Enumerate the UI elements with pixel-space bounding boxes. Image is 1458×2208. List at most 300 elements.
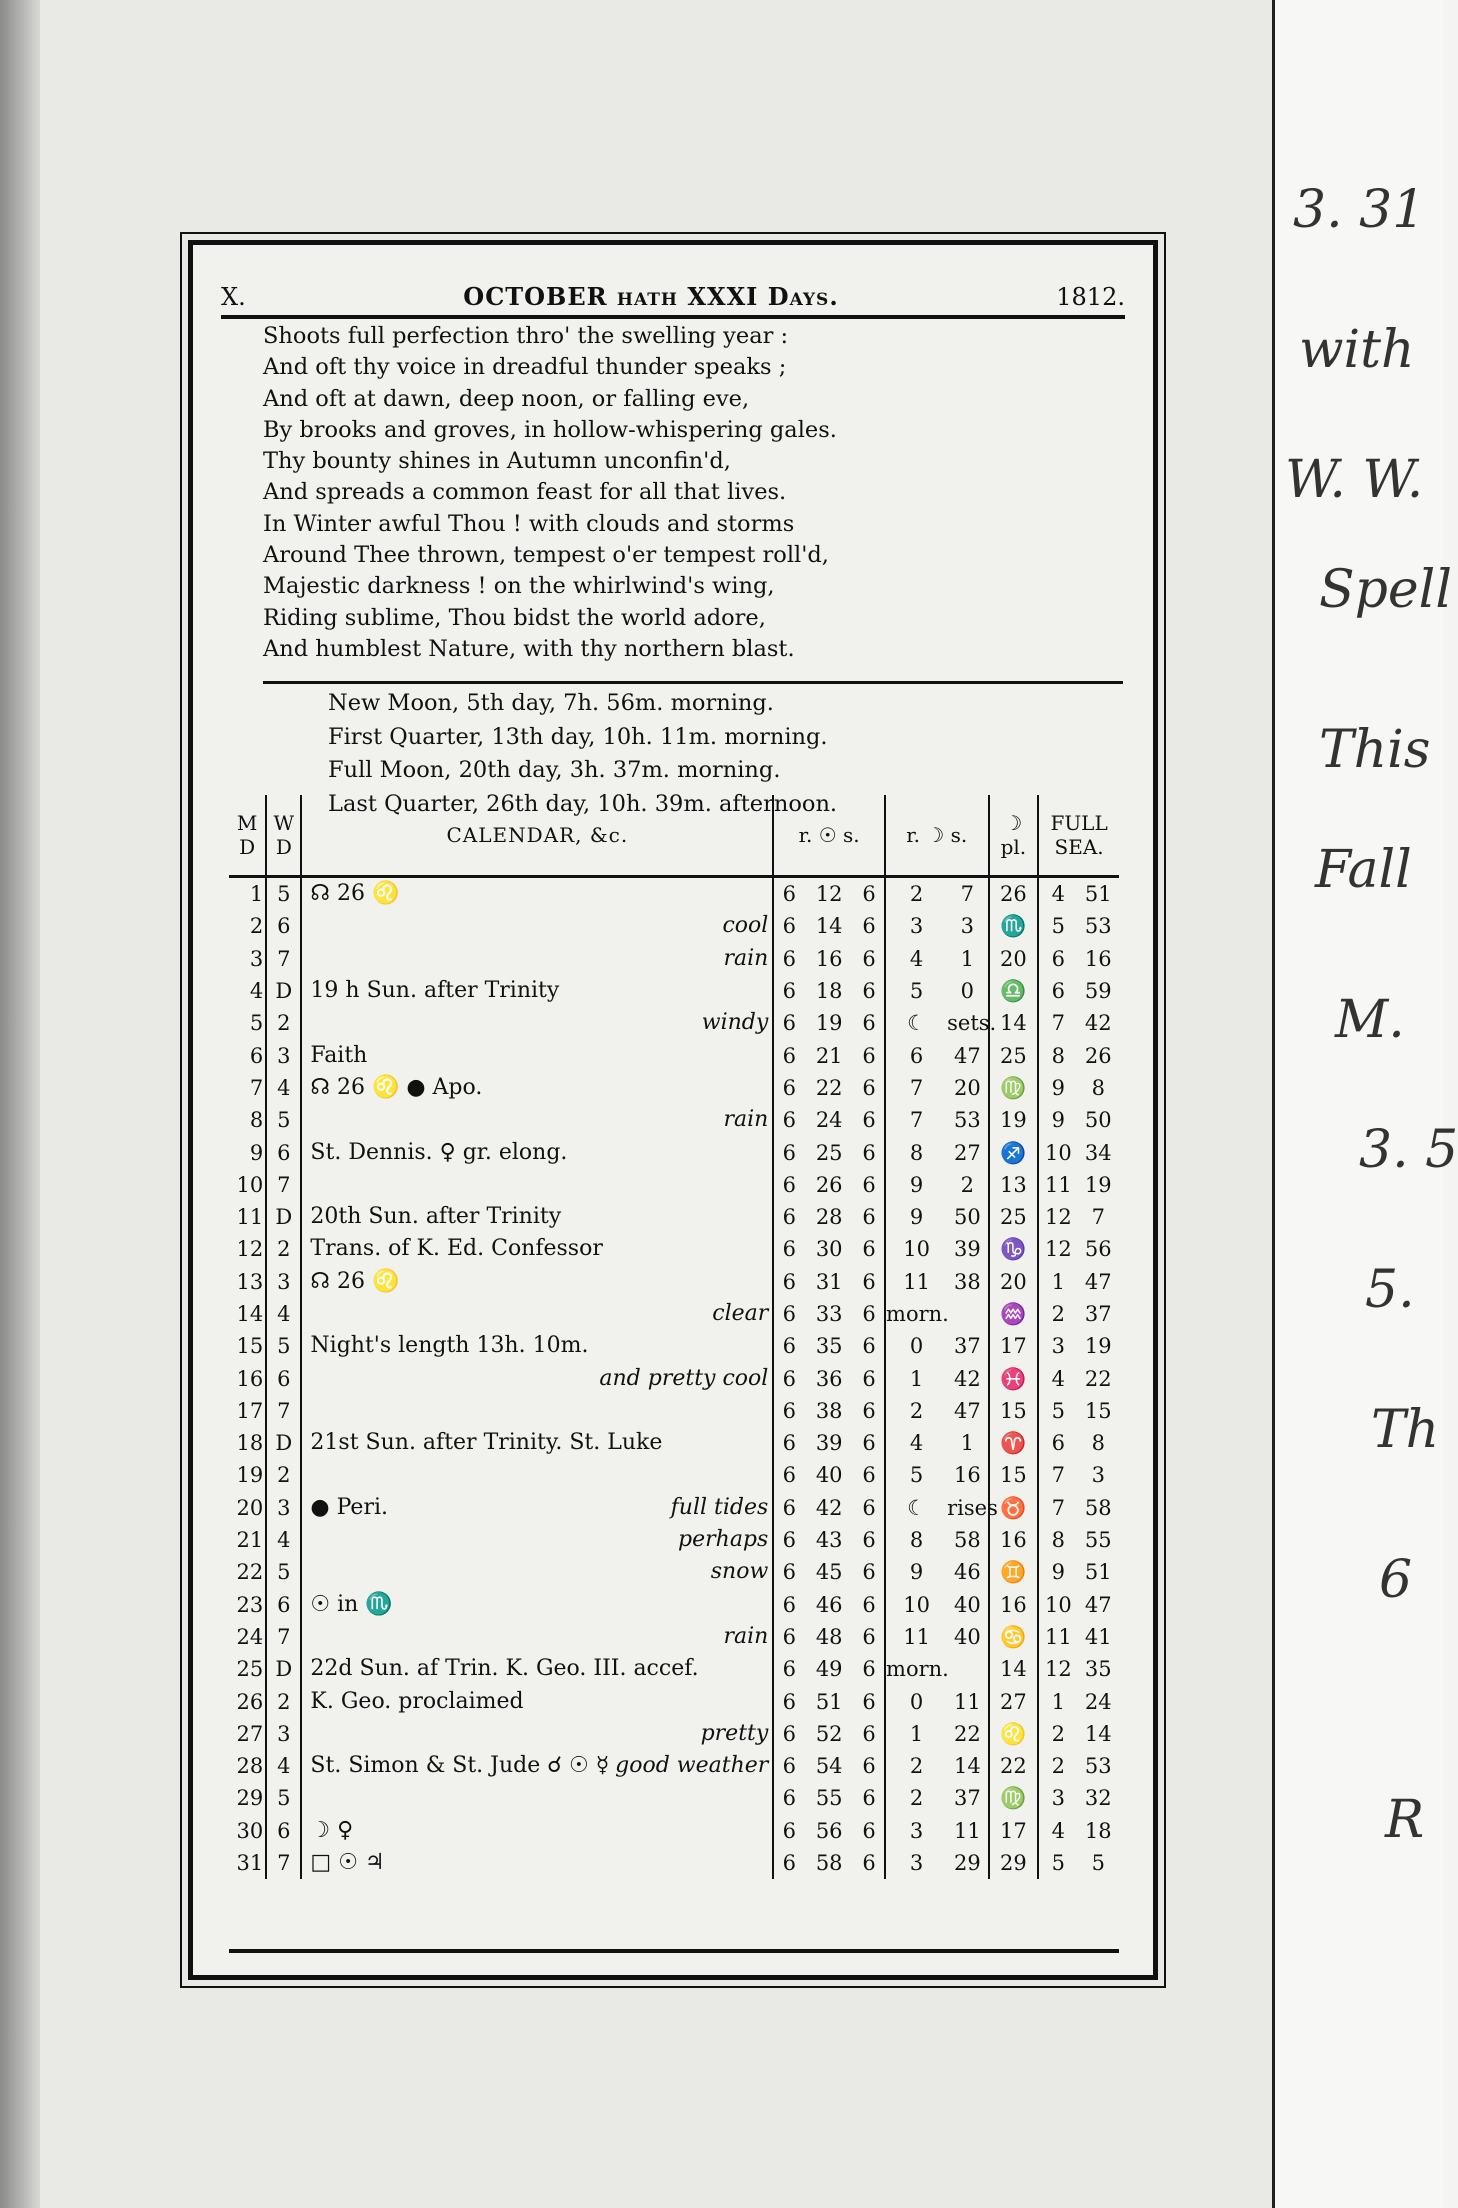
- full-sea-hour: 8: [1051, 1043, 1066, 1068]
- poem-line: And humblest Nature, with thy northern blast.: [263, 635, 795, 662]
- sun-minutes: 16: [815, 946, 843, 971]
- calendar-entry: [301, 1233, 773, 1265]
- day-of-month: 31: [229, 1847, 266, 1879]
- month-title: OCTOBER hath XXXI Days.: [463, 282, 839, 311]
- full-sea-minutes: 41: [1084, 1624, 1112, 1649]
- weather-note: perhaps: [678, 1527, 769, 1553]
- moon-place: 13: [989, 1169, 1039, 1201]
- sun-minutes: 48: [815, 1624, 843, 1649]
- weather-note: snow: [710, 1559, 769, 1585]
- full-sea-minutes: 24: [1084, 1689, 1112, 1714]
- full-sea-minutes: 22: [1084, 1366, 1112, 1391]
- sunset-hour: 6: [854, 1072, 885, 1104]
- calendar-event: □ ☉ ♃: [310, 1850, 385, 1876]
- moon-set: 40: [947, 1589, 988, 1621]
- full-sea-minutes: 32: [1084, 1786, 1112, 1811]
- day-of-week: 3: [266, 1039, 301, 1071]
- full-sea-minutes: 55: [1084, 1528, 1112, 1553]
- full-sea-hour: 6: [1051, 979, 1066, 1004]
- sunrise-hour: 6: [773, 1007, 804, 1039]
- day-of-week: 3: [266, 1266, 301, 1298]
- weather-note: [768, 1330, 772, 1362]
- margin-note: 6: [1379, 1550, 1413, 1610]
- sunset-hour: 6: [854, 1136, 885, 1168]
- sunset-hour: 6: [854, 1039, 885, 1071]
- sunset-hour: 6: [854, 1201, 885, 1233]
- day-of-month: 7: [229, 1072, 266, 1104]
- day-of-month: 25: [229, 1653, 266, 1685]
- calendar-entry: [301, 1653, 773, 1685]
- day-of-month: 21: [229, 1524, 266, 1556]
- day-of-month: 10: [229, 1169, 266, 1201]
- moon-place: ♈: [989, 1427, 1039, 1459]
- sunset-hour: 6: [854, 1266, 885, 1298]
- weather-note: and pretty cool: [599, 1365, 769, 1391]
- moon-set: 20: [947, 1072, 988, 1104]
- sun-minutes: 54: [815, 1754, 843, 1779]
- moon-place: 29: [989, 1847, 1039, 1879]
- full-sea-minutes: 53: [1084, 914, 1112, 939]
- weather-note: rain: [723, 945, 769, 971]
- table-row: [229, 1492, 1119, 1524]
- day-of-week: 4: [266, 1072, 301, 1104]
- moon-place: 25: [989, 1201, 1039, 1233]
- calendar-event: ☽ ♀: [310, 1817, 354, 1843]
- calendar-event: K. Geo. proclaimed: [310, 1688, 524, 1714]
- full-sea-hour: 1: [1051, 1689, 1066, 1714]
- sunrise-hour: 6: [773, 1750, 804, 1782]
- full-sea-minutes: 7: [1091, 1205, 1105, 1230]
- full-sea-hour: 3: [1051, 1334, 1066, 1359]
- moon-phase-line: First Quarter, 13th day, 10h. 11m. morning.: [328, 723, 828, 750]
- moon-rise: 7: [909, 1075, 924, 1100]
- moon-set: 39: [947, 1233, 988, 1265]
- table-row: [229, 943, 1119, 975]
- sunrise-hour: 6: [773, 1782, 804, 1814]
- margin-note: with: [1299, 320, 1415, 380]
- table-row: [229, 1233, 1119, 1265]
- table-row: [229, 1169, 1119, 1201]
- sunset-hour: 6: [854, 943, 885, 975]
- weather-note: full tides: [670, 1494, 769, 1520]
- sunrise-hour: 6: [773, 1136, 804, 1168]
- moon-rise: 10: [903, 1592, 930, 1617]
- sun-minutes: 46: [815, 1592, 843, 1617]
- moon-rise: 2: [909, 1754, 924, 1779]
- moon-place: 26: [989, 877, 1039, 911]
- calendar-event: ☉ in ♏: [310, 1591, 393, 1617]
- sunset-hour: 6: [854, 1395, 885, 1427]
- sunset-hour: 6: [854, 910, 885, 942]
- moon-set: 14: [947, 1750, 988, 1782]
- calendar-entry: [301, 1815, 773, 1847]
- calendar-event: 19 h Sun. after Trinity: [310, 978, 560, 1004]
- divider: [263, 681, 1123, 684]
- full-sea-hour: 12: [1044, 1205, 1072, 1230]
- full-sea-hour: 12: [1044, 1237, 1072, 1262]
- weather-note: [768, 878, 772, 910]
- poem-line: Majestic darkness ! on the whirlwind's wing,: [263, 573, 775, 600]
- full-sea-minutes: 50: [1084, 1108, 1112, 1133]
- header-full-sea: FULL SEA.: [1038, 795, 1119, 877]
- day-of-month: 17: [229, 1395, 266, 1427]
- moon-place: 17: [989, 1330, 1039, 1362]
- full-sea-minutes: 37: [1084, 1302, 1112, 1326]
- full-sea-hour: 4: [1051, 1366, 1066, 1391]
- sun-minutes: 19: [815, 1011, 843, 1036]
- full-sea-hour: 2: [1051, 1302, 1066, 1326]
- sunset-hour: 6: [854, 1653, 885, 1685]
- day-of-week: 3: [266, 1718, 301, 1750]
- full-sea-minutes: 51: [1084, 1560, 1112, 1585]
- moon-set: 47: [947, 1395, 988, 1427]
- margin-note: W. W.: [1285, 450, 1424, 510]
- full-sea-hour: 11: [1044, 1624, 1072, 1649]
- day-of-week: 6: [266, 1362, 301, 1394]
- sunrise-hour: 6: [773, 1233, 804, 1265]
- calendar-event: ● Peri.: [310, 1494, 388, 1520]
- sunset-hour: 6: [854, 1233, 885, 1265]
- moon-rise: 2: [909, 1398, 924, 1423]
- moon-place: ♌: [989, 1718, 1039, 1750]
- table-row: [229, 1072, 1119, 1104]
- moon-set: sets.: [947, 1007, 988, 1039]
- poem-line: In Winter awful Thou ! with clouds and storms: [263, 510, 795, 537]
- day-of-week: D: [266, 975, 301, 1007]
- day-of-week: 7: [266, 943, 301, 975]
- day-of-week: 2: [266, 1685, 301, 1717]
- day-of-month: 30: [229, 1815, 266, 1847]
- sun-minutes: 38: [815, 1398, 843, 1423]
- weather-note: [768, 1266, 772, 1298]
- calendar-entry: [301, 1427, 773, 1459]
- calendar-entry: [301, 1007, 773, 1039]
- page-number: X.: [221, 283, 246, 311]
- full-sea-hour: 10: [1044, 1592, 1072, 1617]
- weather-note: [768, 1427, 772, 1459]
- moon-set: 29: [947, 1847, 988, 1879]
- sunset-hour: 6: [854, 1104, 885, 1136]
- sunrise-hour: 6: [773, 1266, 804, 1298]
- sunset-hour: 6: [854, 1298, 885, 1330]
- day-of-month: 8: [229, 1104, 266, 1136]
- full-sea-minutes: 3: [1091, 1463, 1105, 1488]
- moon-place: 19: [989, 1104, 1039, 1136]
- day-of-month: 11: [229, 1201, 266, 1233]
- sun-minutes: 21: [815, 1043, 843, 1068]
- margin-note: Spell: [1319, 560, 1452, 620]
- moon-rise: 4: [909, 1431, 924, 1456]
- sun-minutes: 22: [815, 1075, 843, 1100]
- moon-place: ♏: [989, 910, 1039, 942]
- day-of-month: 6: [229, 1039, 266, 1071]
- sunrise-hour: 6: [773, 1395, 804, 1427]
- calendar-event: Trans. of K. Ed. Confessor: [310, 1236, 603, 1262]
- full-sea-hour: 12: [1044, 1657, 1072, 1682]
- sunset-hour: 6: [854, 1169, 885, 1201]
- sun-minutes: 36: [815, 1366, 843, 1391]
- day-of-month: 16: [229, 1362, 266, 1394]
- day-of-week: 7: [266, 1395, 301, 1427]
- margin-note: 3. 31: [1293, 180, 1426, 240]
- table-row: [229, 1459, 1119, 1491]
- calendar-entry: [301, 1524, 773, 1556]
- table-row: [229, 1395, 1119, 1427]
- sun-minutes: 49: [815, 1657, 843, 1682]
- sunrise-hour: 6: [773, 1621, 804, 1653]
- poem-line: And spreads a common feast for all that lives.: [263, 479, 787, 506]
- day-of-month: 3: [229, 943, 266, 975]
- calendar-entry: [301, 1847, 773, 1879]
- day-of-week: 5: [266, 1104, 301, 1136]
- sun-minutes: 45: [815, 1560, 843, 1585]
- weather-note: cool: [722, 913, 769, 939]
- weather-note: windy: [701, 1010, 769, 1036]
- moon-rise: 10: [903, 1237, 930, 1262]
- day-of-week: 3: [266, 1492, 301, 1524]
- table-row: [229, 1136, 1119, 1168]
- sun-minutes: 51: [815, 1689, 843, 1714]
- moon-set: 1: [947, 1427, 988, 1459]
- full-sea-hour: 6: [1051, 946, 1066, 971]
- day-of-week: 4: [266, 1524, 301, 1556]
- full-sea-hour: 5: [1051, 1398, 1066, 1423]
- bottom-rule: [229, 1949, 1119, 1953]
- sun-minutes: 12: [815, 882, 843, 907]
- header-moon-place: ☽ pl.: [989, 795, 1039, 877]
- calendar-entry: [301, 1362, 773, 1394]
- moon-rise: 1: [909, 1721, 924, 1746]
- moon-phase-line: Last Quarter, 26th day, 10h. 39m. afternoon.: [328, 790, 838, 817]
- calendar-event: ☊ 26 ♌: [310, 881, 400, 907]
- calendar-entry: [301, 1556, 773, 1588]
- calendar-entry: [301, 1685, 773, 1717]
- sunset-hour: 6: [854, 1685, 885, 1717]
- calendar-entry: [301, 1201, 773, 1233]
- full-sea-hour: 5: [1051, 1851, 1066, 1876]
- moon-set: 46: [947, 1556, 988, 1588]
- day-of-week: 5: [266, 877, 301, 911]
- sun-minutes: 26: [815, 1172, 843, 1197]
- weather-note: good weather: [615, 1753, 769, 1779]
- full-sea-minutes: 53: [1084, 1754, 1112, 1779]
- sunset-hour: 6: [854, 1524, 885, 1556]
- weather-note: rain: [723, 1623, 769, 1649]
- full-sea-hour: 4: [1051, 1818, 1066, 1843]
- moon-rise: morn.: [886, 1657, 949, 1682]
- day-of-week: D: [266, 1427, 301, 1459]
- table-row: [229, 1621, 1119, 1653]
- sunrise-hour: 6: [773, 1685, 804, 1717]
- full-sea-minutes: 19: [1084, 1334, 1112, 1359]
- moon-rise: 3: [909, 1851, 924, 1876]
- moon-place: 20: [989, 943, 1039, 975]
- day-of-week: 2: [266, 1233, 301, 1265]
- day-of-week: 6: [266, 1815, 301, 1847]
- day-of-week: 2: [266, 1007, 301, 1039]
- sun-minutes: 28: [815, 1205, 843, 1230]
- sun-minutes: 40: [815, 1463, 843, 1488]
- moon-rise: morn.: [886, 1302, 949, 1326]
- full-sea-hour: 9: [1051, 1075, 1066, 1100]
- full-sea-minutes: 26: [1084, 1043, 1112, 1068]
- sun-minutes: 18: [815, 979, 843, 1004]
- poem-line: Thy bounty shines in Autumn unconfin'd,: [263, 448, 731, 475]
- day-of-month: 20: [229, 1492, 266, 1524]
- poem-line: Shoots full perfection thro' the swelling year :: [263, 323, 789, 349]
- sun-minutes: 24: [815, 1108, 843, 1133]
- moon-rise: 5: [909, 979, 924, 1004]
- moon-rise: 8: [909, 1528, 924, 1553]
- table-header-row: [229, 795, 1119, 877]
- full-sea-hour: 4: [1051, 882, 1066, 907]
- full-sea-hour: 5: [1051, 914, 1066, 939]
- moon-rise: 9: [909, 1205, 924, 1230]
- table-row: [229, 1653, 1119, 1685]
- calendar-entry: [301, 1621, 773, 1653]
- moon-set: 16: [947, 1459, 988, 1491]
- day-of-month: 1: [229, 877, 266, 911]
- weather-note: pretty: [700, 1720, 769, 1746]
- sunset-hour: 6: [854, 1750, 885, 1782]
- sun-minutes: 25: [815, 1140, 843, 1165]
- calendar-entry: [301, 910, 773, 942]
- poem-line: Riding sublime, Thou bidst the world adore,: [263, 604, 766, 631]
- full-sea-hour: 3: [1051, 1786, 1066, 1811]
- margin-note: 5.: [1365, 1260, 1415, 1320]
- moon-place: 16: [989, 1524, 1039, 1556]
- calendar-entry: [301, 1782, 773, 1814]
- full-sea-minutes: 59: [1084, 979, 1112, 1004]
- weather-note: [768, 1201, 772, 1233]
- moon-set: 37: [947, 1330, 988, 1362]
- moon-set: 50: [947, 1201, 988, 1233]
- moon-rise: 9: [909, 1560, 924, 1585]
- full-sea-minutes: 42: [1084, 1011, 1112, 1036]
- sunset-hour: 6: [854, 1782, 885, 1814]
- page-header: [221, 271, 1125, 319]
- moon-set: 37: [947, 1782, 988, 1814]
- sun-minutes: 35: [815, 1334, 843, 1359]
- full-sea-hour: 7: [1051, 1463, 1066, 1488]
- full-sea-minutes: 51: [1084, 882, 1112, 907]
- moon-place: ♉: [989, 1492, 1039, 1524]
- full-sea-hour: 6: [1051, 1431, 1066, 1456]
- table-row: [229, 1007, 1119, 1039]
- facing-page: [1272, 0, 1458, 2208]
- calendar-event: 21st Sun. after Trinity. St. Luke: [310, 1430, 663, 1456]
- moon-rise: 1: [909, 1366, 924, 1391]
- sunset-hour: 6: [854, 1621, 885, 1653]
- book-spine-shadow: [0, 0, 40, 2208]
- sunrise-hour: 6: [773, 1039, 804, 1071]
- day-of-week: 4: [266, 1298, 301, 1330]
- table-row: [229, 1815, 1119, 1847]
- sun-minutes: 42: [815, 1495, 843, 1520]
- moon-place: ♒: [989, 1298, 1039, 1330]
- moon-place: ♊: [989, 1556, 1039, 1588]
- sun-minutes: 30: [815, 1237, 843, 1262]
- moon-rise: 2: [909, 882, 924, 907]
- moon-set: 47: [947, 1039, 988, 1071]
- calendar-event: ☊ 26 ♌ ● Apo.: [310, 1074, 483, 1100]
- full-sea-hour: 7: [1051, 1011, 1066, 1036]
- calendar-entry: [301, 943, 773, 975]
- table-row: [229, 1298, 1119, 1330]
- moon-phase-line: New Moon, 5th day, 7h. 56m. morning.: [328, 690, 774, 716]
- full-sea-hour: 2: [1051, 1721, 1066, 1746]
- day-of-week: D: [266, 1201, 301, 1233]
- moon-place: ♑: [989, 1233, 1039, 1265]
- sunrise-hour: 6: [773, 1815, 804, 1847]
- moon-place: ♎: [989, 975, 1039, 1007]
- day-of-month: 26: [229, 1685, 266, 1717]
- calendar-entry: [301, 1459, 773, 1491]
- day-of-week: 5: [266, 1330, 301, 1362]
- sun-minutes: 55: [815, 1786, 843, 1811]
- weather-note: [768, 1815, 772, 1847]
- table-row: [229, 1266, 1119, 1298]
- full-sea-hour: 9: [1051, 1560, 1066, 1585]
- moon-place: 16: [989, 1589, 1039, 1621]
- sunset-hour: 6: [854, 1847, 885, 1879]
- day-of-week: 7: [266, 1621, 301, 1653]
- weather-note: [768, 1589, 772, 1621]
- day-of-week: 7: [266, 1169, 301, 1201]
- full-sea-minutes: 47: [1084, 1592, 1112, 1617]
- moon-set: 7: [947, 877, 988, 911]
- sunrise-hour: 6: [773, 1362, 804, 1394]
- calendar-event: St. Simon & St. Jude ☌ ☉ ☿: [310, 1753, 610, 1779]
- header-week-day: W D: [266, 795, 301, 877]
- day-of-month: 24: [229, 1621, 266, 1653]
- sunrise-hour: 6: [773, 877, 804, 911]
- full-sea-minutes: 5: [1091, 1851, 1105, 1876]
- sunrise-hour: 6: [773, 1072, 804, 1104]
- day-of-month: 22: [229, 1556, 266, 1588]
- full-sea-hour: 11: [1044, 1172, 1072, 1197]
- moon-place: 14: [989, 1653, 1039, 1685]
- weather-note: [768, 1072, 772, 1104]
- calendar-entry: [301, 1492, 773, 1524]
- calendar-entry: [301, 1298, 773, 1330]
- header-moon: r. ☽ s.: [885, 795, 988, 877]
- calendar-frame: [188, 240, 1158, 1980]
- table-row: [229, 1847, 1119, 1879]
- calendar-event: Faith: [310, 1042, 368, 1068]
- day-of-week: 4: [266, 1750, 301, 1782]
- sunrise-hour: 6: [773, 975, 804, 1007]
- moon-rise: 9: [909, 1172, 924, 1197]
- full-sea-minutes: 34: [1084, 1140, 1112, 1165]
- sun-minutes: 52: [815, 1721, 843, 1746]
- moon-set: 27: [947, 1136, 988, 1168]
- moon-place: 25: [989, 1039, 1039, 1071]
- full-sea-minutes: 15: [1084, 1398, 1112, 1423]
- sunrise-hour: 6: [773, 1653, 804, 1685]
- day-of-month: 12: [229, 1233, 266, 1265]
- full-sea-minutes: 18: [1084, 1818, 1112, 1843]
- moon-rise: 7: [909, 1108, 924, 1133]
- sunrise-hour: 6: [773, 1718, 804, 1750]
- sunset-hour: 6: [854, 1492, 885, 1524]
- table-row: [229, 1556, 1119, 1588]
- full-sea-minutes: 56: [1084, 1237, 1112, 1262]
- margin-note: R: [1385, 1790, 1425, 1850]
- sunset-hour: 6: [854, 1815, 885, 1847]
- weather-note: [768, 1847, 772, 1879]
- calendar-entry: [301, 1718, 773, 1750]
